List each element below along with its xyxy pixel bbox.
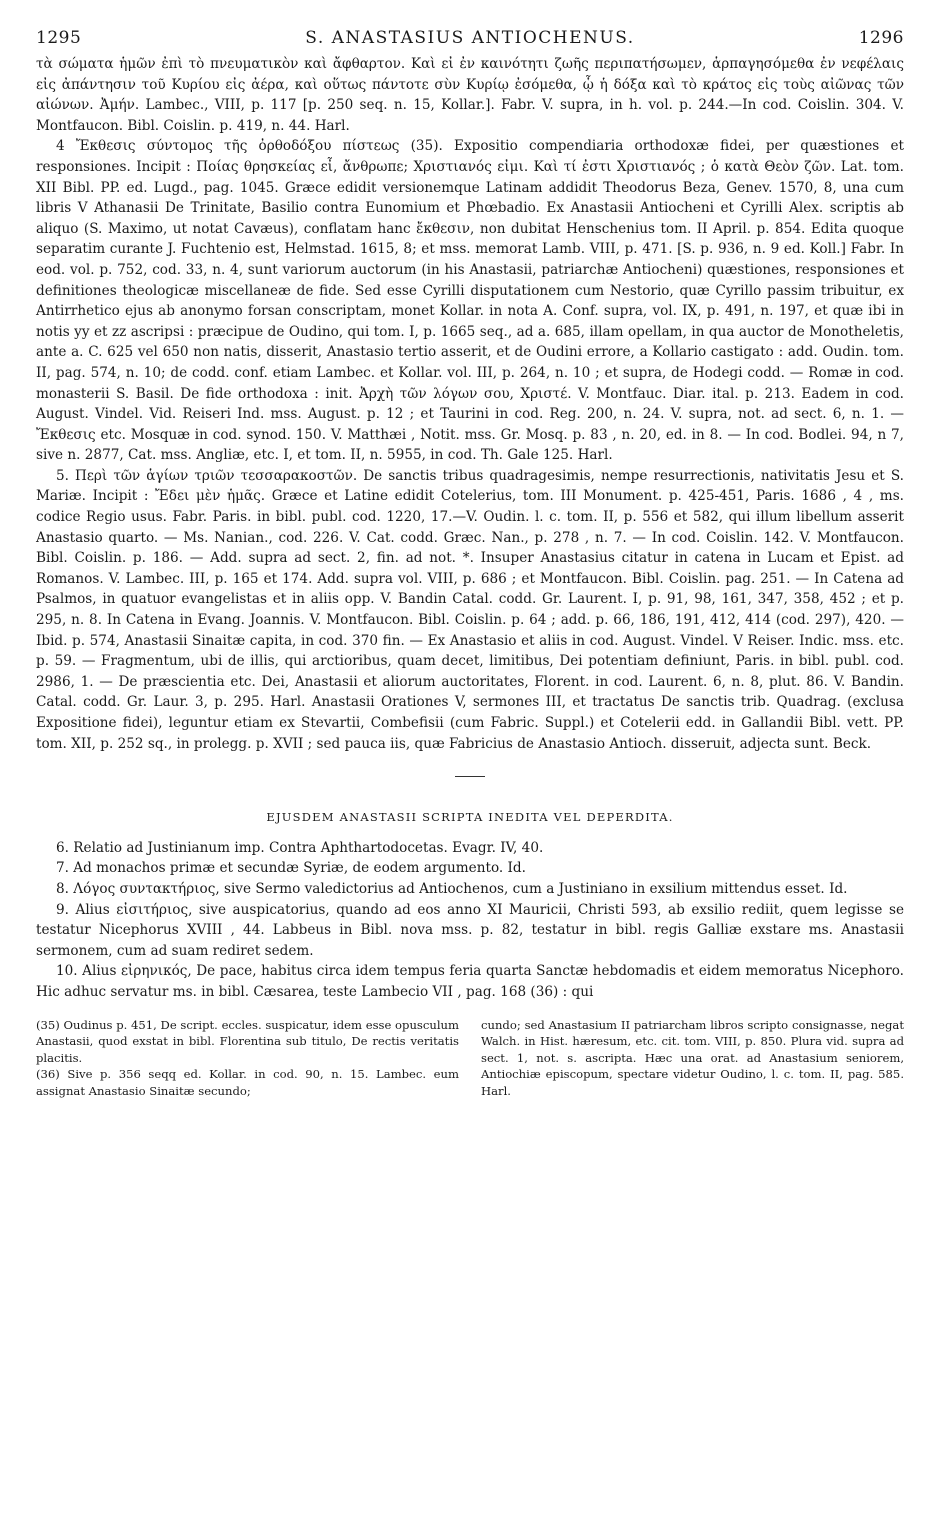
footnote-continuation: cundo; sed Anastasium II patriarcham libros scripto consignasse, negat Walch. in Hist. hæresum, etc. cit. tom. VIII, p. 850. Plura vid. supra ad sect. 1, not. s. ascripta. Hæc una orat. ad Anastasium seniorem, Antiochiæ episcopum, spectare videtur Oudino, l. c. tom. II, pag. 585. Harl. <box>481 1017 904 1098</box>
footnote-separator <box>36 1003 904 1017</box>
paragraph-item-5: 5. Περὶ τῶν ἁγίων τριῶν τεσσαρακοστῶν. De sanctis tribus quadragesimis, nempe resurrectionis, nativitatis Jesu et S. Mariæ. Incipit : Ἔδει μὲν ἡμᾶς. Græce et Latine edidit Cotelerius, tom. III Monument. p. 425-451, Paris. 1686 , 4 , ms. codice Regio usus. Fabr. Paris. in bibl. publ. cod. 1220, 17.—V. Oudin. l. c. tom. II, p. 556 et 582, qui illum libellum asserit Anastasio quarto. — Ms. Nanian., cod. 226. V. Cat. codd. Græc. Nan., p. 278 , n. 7. — In cod. Coislin. 142. V. Montfaucon. Bibl. Coislin. p. 186. — Add. supra ad sect. 2, fin. ad not. *. Insuper Anastasius citatur in catena in Lucam et Epist. ad Romanos. V. Lambec. III, p. 165 et 174. Add. supra vol. VIII, p. 686 ; et Montfaucon. Bibl. Coislin. pag. 251. — In Catena ad Psalmos, in quatuor evangelistas et in aliis opp. V. Bandin Catal. codd. Gr. Laurent. I, p. 91, 98, 161, 347, 358, 452 ; et p. 295, n. 8. In Catena in Evang. Joannis. V. Montfaucon. Bibl. Coislin. p. 64 ; add. p. 66, 186, 191, 412, 414 (cod. 297), 420. — Ibid. p. 574, Anastasii Sinaitæ capita, in cod. 370 fin. — Ex Anastasio et aliis in cod. August. Vindel. V Reiser. Indic. mss. etc. p. 59. — Fragmentum, ubi de illis, qui arctioribus, quam decet, limitibus, Dei potentiam definiunt, Paris. in bibl. publ. cod. 2986, 1. — De præscientia etc. Dei, Anastasii et aliorum auctoritates, Florent. in cod. Laurent. 6, n. 8, plut. 86. V. Bandin. Catal. codd. Gr. Laur. 3, p. 295. Harl. Anastasii Orationes V, sermones III, et tractatus De sanctis trib. Quadrag. (exclusa Expositione fidei), leguntur etiam ex Stevartii, Combefisii (cum Fabric. Suppl.) et Cotelerii edd. in Gallandii Bibl. vett. PP. tom. XII, p. 252 sq., in prolegg. p. XVII ; sed pauca iis, quæ Fabricius de Anastasio Antioch. disseruit, adjecta sunt. Beck. <box>36 467 904 752</box>
page-number-left: 1295 <box>36 28 82 48</box>
list-item-7: 7. Ad monachos primæ et secundæ Syriæ, de eodem argumento. Id. <box>56 860 526 877</box>
running-head <box>36 28 904 54</box>
list-item-9: 9. Alius εἰσιτήριος, sive auspicatorius, quando ad eos anno XI Mauricii, Christi 593, ab exsilio rediit, quem legisse se testatur Nicephorus XVIII , 44. Labbeus in Bibl. nova mss. p. 82, testatur in bibl. regis Galliæ exstare ms. Anastasii sermonem, cum ad suam rediret sedem. <box>36 901 904 959</box>
page-number-right: 1296 <box>858 28 904 48</box>
footnote-column-right <box>481 1017 904 1100</box>
main-text <box>36 54 904 1003</box>
section-divider <box>455 776 485 777</box>
footnote-36: (36) Sive p. 356 seqq ed. Kollar. in cod. 90, n. 15. Lambec. eum assignat Anastasio Sinaitæ secundo; <box>36 1067 459 1098</box>
list-item-8: 8. Λόγος συντακτήριος, sive Sermo valedictorius ad Antiochenos, cum a Justiniano in exsilium mittendus esset. Id. <box>56 880 848 897</box>
page <box>36 28 904 1100</box>
page-title: S. ANASTASIUS ANTIOCHENUS. <box>305 28 635 48</box>
paragraph-item-4: 4 Ἔκθεσις σύντομος τῆς ὀρθοδόξου πίστεως (35). Expositio compendiaria orthodoxæ fidei, per quæstiones et responsiones. Incipit : Ποίας θρησκείας εἶ, ἄνθρωπε; Χριστιανός εἰμι. Καὶ τί ἐστι Χριστιανός ; ὁ κατὰ Θεὸν ζῶν. Lat. tom. XII Bibl. PP. ed. Lugd., pag. 1045. Græce edidit versionemque Latinam addidit Theodorus Beza, Genev. 1570, 8, una cum libris V Athanasii De Trinitate, Basilio contra Eunomium et Phœbadio. Ex Anastasii Antiocheni et Cyrilli Alex. scriptis ab aliquo (S. Maximo, ut notat Cavæus), conflatam hanc ἔκθεσιν, non dubitat Henschenius tom. II April. p. 854. Edita quoque separatim curante J. Fuchtenio est, Helmstad. 1615, 8; et mss. memorat Lamb. VIII, p. 471. [S. p. 936, n. 9 ed. Koll.] Fabr. In eod. vol. p. 752, cod. 33, n. 4, sunt variorum auctorum (in his Anastasii, patriarchæ Antiocheni) quæstiones, responsiones et definitiones theologicæ miscellaneæ de fide. Sed esse Cyrilli disputationem cum Nestorio, quæ Cyrillo passim tribuitur, ex Antirrhetico ejus ab anonymo forsan conscriptam, monet Kollar. in nota A. Conf. supra, vol. IX, p. 491, n. 197, et quæ ibi in notis yy et zz ascripsi : præcipue de Oudino, qui tom. I, p. 1665 seq., ad a. 685, illam opellam, in qua auctor de Monotheletis, ante a. C. 625 vel 650 non natis, disserit, Anastasio tertio asserit, et de Oudini errore, a Kollario castigato : add. Oudin. tom. II, pag. 574, n. 10; de codd. conf. etiam Lambec. et Kollar. vol. III, p. 264, n. 10 ; et supra, de Hodegi codd. — Romæ in cod. monasterii S. Basil. De fide orthodoxa : init. Ἀρχὴ τῶν λόγων σου, Χριστέ. V. Montfauc. Diar. ital. p. 213. Eadem in cod. August. Vindel. Vid. Reiseri Ind. mss. August. p. 12 ; et Taurini in cod. Reg. 200, n. 24. V. supra, not. ad sect. 6, n. 1. — Ἔκθεσις etc. Mosquæ in cod. synod. 150. V. Matthæi , Notit. mss. Gr. Mosq. p. 83 , n. 20, ed. in 8. — In cod. Bodlei. 94, n 7, sive n. 2877, Cat. mss. Angliæ, etc. I, et tom. II, n. 5955, in cod. Th. Gale 125. Harl. <box>36 138 904 464</box>
section-heading: EJUSDEM ANASTASII SCRIPTA INEDITA VEL DEPERDITA. <box>266 810 674 825</box>
footnotes <box>36 1017 904 1100</box>
list-item-10: 10. Alius εἰρηνικός, De pace, habitus circa idem tempus feria quarta Sanctæ hebdomadis et eidem memoratus Nicephoro. Hic adhuc servatur ms. in bibl. Cæsarea, teste Lambecio VII , pag. 168 (36) : qui <box>36 963 904 1000</box>
footnote-column-left <box>36 1017 459 1100</box>
list-item-6: 6. Relatio ad Justinianum imp. Contra Aphthartodocetas. Evagr. IV, 40. <box>56 839 544 856</box>
paragraph-continuation: τὰ σώματα ἡμῶν ἐπὶ τὸ πνευματικὸν καὶ ἄφθαρτον. Καὶ εἰ ἐν καινότητι ζωῆς περιπατήσωμεν, ἁρπαγησόμεθα ἐν νεφέλαις εἰς ἀπάντησιν τοῦ Κυρίου εἰς ἀέρα, καὶ οὕτως πάντοτε σὺν Κυρίῳ ἐσόμεθα, ᾧ ἡ δόξα καὶ τὸ κράτος εἰς τοὺς αἰῶνας τῶν αἰώνων. Ἀμήν. Lambec., VIII, p. 117 [p. 250 seq. n. 15, Kollar.]. Fabr. V. supra, in h. vol. p. 244.—In cod. Coislin. 304. V. Montfaucon. Bibl. Coislin. p. 419, n. 44. Harl. <box>36 56 904 134</box>
footnote-35: (35) Oudinus p. 451, De script. eccles. suspicatur, idem esse opusculum Anastasii, quod exstat in bibl. Florentina sub titulo, De rectis veritatis placitis. <box>36 1017 459 1065</box>
